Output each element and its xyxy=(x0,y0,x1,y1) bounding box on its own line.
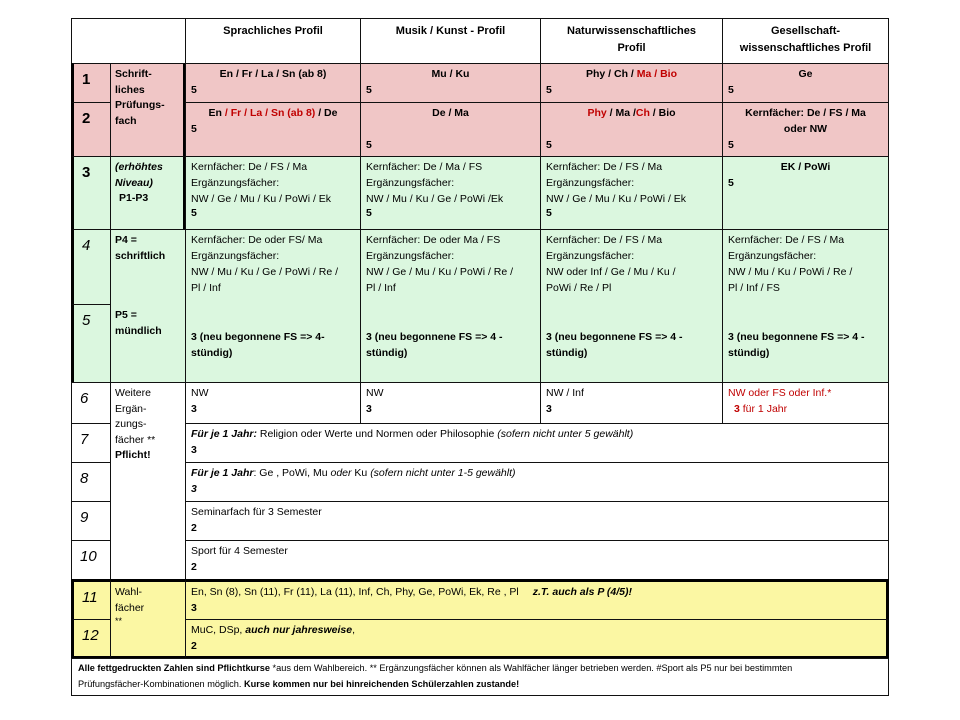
row-number-8: 8 xyxy=(71,462,111,502)
label-weitere-ergaenzungsfaecher: Weitere Ergän-zungs-fächer ** Pflicht! xyxy=(110,382,186,580)
footer-notes: Alle fettgedruckten Zahlen sind Pflichtkurse *aus dem Wahlbereich. ** Ergänzungsfächer können als Wahlfächer länger betrieben werden. #Sport als P5 nur bei bestimmten Prüfungsfächer-Kombinationen möglich. Kurse kommen nur bei hinreichenden Schülerzahlen zustande! xyxy=(71,658,889,696)
row45-gesellschaft: Kernfächer: De / FS / Ma Ergänzungsfächer: NW / Mu / Ku / PoWi / Re / Pl / Inf / FS 3 (neu begonnene FS => 4 - stündig) xyxy=(722,229,889,383)
row-number-7: 7 xyxy=(71,423,111,463)
row-number-3: 3 xyxy=(71,156,111,230)
row6-gesellschaft: NW oder FS oder Inf.* 3 für 1 Jahr xyxy=(722,382,889,424)
row11-wahlfaecher: En, Sn (8), Sn (11), Fr (11), La (11), Inf, Ch, Phy, Ge, PoWi, Ek, Re , Pl z.T. auch als P (4/5)! 3 xyxy=(185,579,889,620)
header-gesellschaftwissenschaftliches-profil: Gesellschaft-wissenschaftliches Profil xyxy=(722,18,889,64)
row-number-2: 2 xyxy=(71,102,111,157)
row-number-12: 12 xyxy=(71,619,111,659)
row8-ge-powi-mu-ku: Für je 1 Jahr: Ge , PoWi, Mu oder Ku (sofern nicht unter 1-5 gewählt) 3 xyxy=(185,462,889,502)
row1-sprachlich-subjects: En / Fr / La / Sn (ab 8) xyxy=(219,68,327,80)
header-musik-kunst-profil: Musik / Kunst - Profil xyxy=(360,18,541,64)
row9-seminarfach: Seminarfach für 3 Semester 2 xyxy=(185,501,889,541)
row12-muc-dsp: MuC, DSp, auch nur jahresweise, 2 xyxy=(185,619,889,659)
row7-religion: Für je 1 Jahr: Religion oder Werte und Normen oder Philosophie (sofern nicht unter 5 gewählt) 3 xyxy=(185,423,889,463)
row1-naturwiss: Phy / Ch / Ma / Bio 5 xyxy=(540,63,723,103)
row6-musik-kunst: NW 3 xyxy=(360,382,541,424)
row-number-5: 5 xyxy=(71,304,111,383)
row45-naturwiss: Kernfächer: De / FS / Ma Ergänzungsfächer: NW oder Inf / Ge / Mu / Ku / PoWi / Re / Pl 3 (neu begonnene FS => 4 - stündig) xyxy=(540,229,723,383)
row-number-10: 10 xyxy=(71,540,111,580)
row-number-9: 9 xyxy=(71,501,111,541)
row3-sprachlich: Kernfächer: De / FS / Ma Ergänzungsfächer: NW / Ge / Mu / Ku / PoWi / Ek 5 xyxy=(185,156,361,230)
row-number-11: 11 xyxy=(71,579,111,620)
row-number-6: 6 xyxy=(71,382,111,424)
row1-sprachlich xyxy=(185,63,361,103)
row6-sprachlich: NW 3 xyxy=(185,382,361,424)
row6-naturwiss: NW / Inf 3 xyxy=(540,382,723,424)
label-erhoehtes-niveau: (erhöhtes Niveau) P1-P3 xyxy=(110,156,186,230)
row1-hours: 5 xyxy=(191,84,197,96)
row3-naturwiss: Kernfächer: De / FS / Ma Ergänzungsfächer: NW / Ge / Mu / Ku / PoWi / Ek 5 xyxy=(540,156,723,230)
row10-sport: Sport für 4 Semester 2 xyxy=(185,540,889,580)
label-wahlfaecher: Wahl-fächer ** xyxy=(110,579,186,659)
row1-musik-kunst: Mu / Ku 5 xyxy=(360,63,541,103)
row45-sprachlich: Kernfächer: De oder FS/ Ma Ergänzungsfächer: NW / Mu / Ku / Ge / PoWi / Re / Pl / Inf 3 (neu begonnene FS => 4- stündig) xyxy=(185,229,361,383)
row2-sprachlich: En / Fr / La / Sn (ab 8) / De 5 xyxy=(185,102,361,157)
row2-musik-kunst: De / Ma 5 xyxy=(360,102,541,157)
label-p4-p5: P4 = schriftlich P5 = mündlich xyxy=(110,229,186,383)
row3-gesellschaft: EK / PoWi 5 xyxy=(722,156,889,230)
row2-naturwiss: Phy / Ma /Ch / Bio 5 xyxy=(540,102,723,157)
row2-gesellschaft: Kernfächer: De / FS / Ma oder NW 5 xyxy=(722,102,889,157)
header-naturwissenschaftliches-profil: Naturwissenschaftliches Profil xyxy=(540,18,723,64)
row45-musik-kunst: Kernfächer: De oder Ma / FS Ergänzungsfächer: NW / Ge / Mu / Ku / PoWi / Re / Pl / Inf 3 (neu begonnene FS => 4 - stündig) xyxy=(360,229,541,383)
header-corner xyxy=(71,18,186,64)
row3-musik-kunst: Kernfächer: De / Ma / FS Ergänzungsfächer: NW / Mu / Ku / Ge / PoWi /Ek 5 xyxy=(360,156,541,230)
header-sprachliches-profil: Sprachliches Profil xyxy=(185,18,361,64)
row-number-4: 4 xyxy=(71,229,111,305)
label-schriftliches-pruefungsfach: Schrift-liches Prüfungs-fach xyxy=(110,63,186,157)
row1-gesellschaft: Ge 5 xyxy=(722,63,889,103)
row-number-1: 1 xyxy=(71,63,111,103)
